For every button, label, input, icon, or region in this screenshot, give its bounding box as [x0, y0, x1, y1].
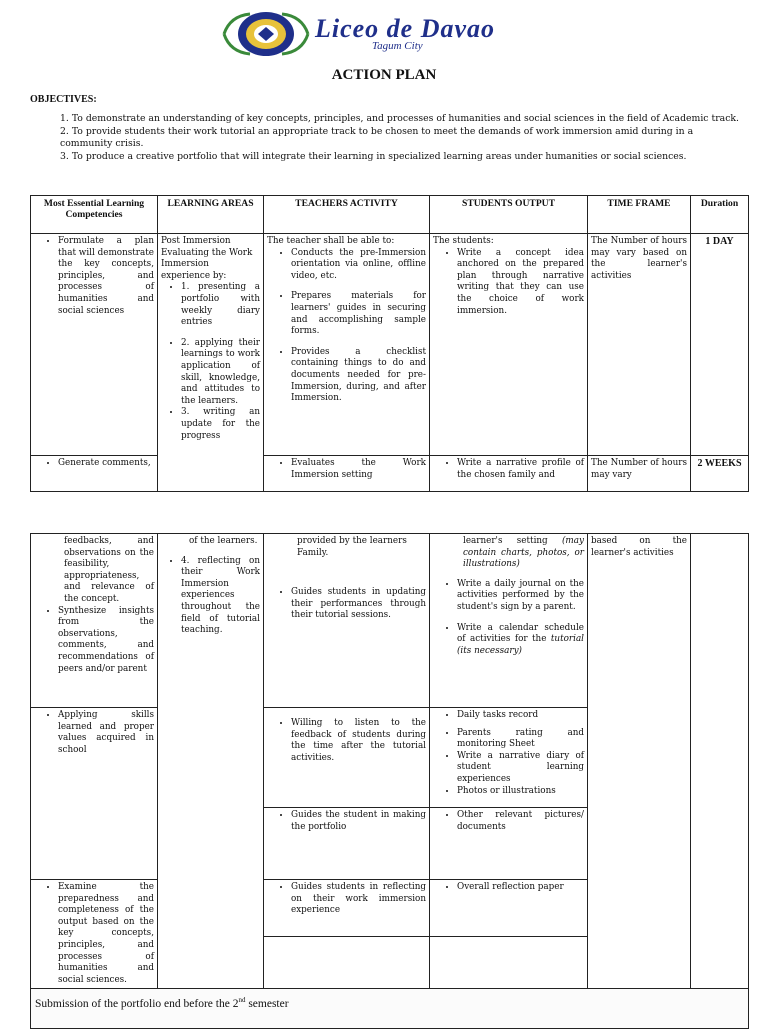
teacher-activity-cell	[264, 708, 430, 808]
school-name: Liceo de Davao	[315, 14, 496, 43]
header-competencies: Most Essential Learning Competencies	[31, 196, 158, 234]
list-item: • Conducts the pre-Immersion orientation via online, offline video, etc.	[291, 248, 426, 283]
list-item: • Guides the student in making the portfolio	[291, 810, 426, 833]
school-seal-icon	[220, 10, 312, 58]
list-item: • Write a narrative diary of student learning experiences	[457, 751, 584, 786]
objective-item: 2. To provide students their work tutorial an appropriate track to be chosen to meet the demands of work immersion amid during in a community crisis.	[60, 125, 694, 150]
calendar-text: Write a calendar schedule of activities for the	[457, 622, 584, 645]
submission-tail: semester	[245, 998, 289, 1011]
objectives-list	[60, 113, 740, 163]
header-time-frame: TIME FRAME	[588, 196, 691, 234]
learning-area-continued: of the learners.	[189, 536, 258, 546]
list-item: • Generate comments,	[58, 458, 154, 470]
list-item: • 2. applying their learnings to work application of skill, knowledge, and attitudes to the learners.	[181, 338, 260, 408]
action-plan-table-continued	[30, 533, 749, 1029]
header-duration: Duration	[691, 196, 749, 234]
objective-item: 1. To demonstrate an understanding of key concepts, principles, and processes of humanities and social sciences in the field of Academic track.	[60, 113, 739, 124]
list-item: • Write a narrative profile of the chosen family and	[457, 458, 584, 481]
competency-cell	[31, 534, 158, 708]
teacher-activity-cell	[264, 534, 430, 708]
time-frame-cell: The Number of hours may vary based on the learner's activities	[588, 234, 691, 456]
letterhead	[220, 10, 540, 58]
student-output-cell	[430, 708, 588, 808]
header-students-output: STUDENTS OUTPUT	[430, 196, 588, 234]
submission-sup: nd	[238, 996, 246, 1005]
teacher-activity-cell	[264, 234, 430, 456]
student-intro: The students:	[433, 236, 494, 246]
list-item: • Overall reflection paper	[457, 882, 584, 894]
list-item: • Willing to listen to the feedback of students during the time after the tutorial activities.	[291, 718, 426, 764]
time-frame-cell: based on the learner's activities	[588, 534, 691, 989]
list-item	[457, 623, 584, 658]
list-item: • Formulate a plan that will demonstrate the key concepts, principles, and processes of humanities and social sciences	[58, 236, 154, 317]
list-item: • Synthesize insights from the observations, comments, and recommendations of peers and/or parent	[58, 606, 154, 676]
calendar-note: tutorial (its necessary)	[457, 634, 584, 656]
list-item: • Applying skills learned and proper values acquired in school	[58, 710, 154, 756]
learning-area-intro: Post Immersion Evaluating the Work Immersion experience by:	[161, 236, 253, 281]
teacher-activity-cell	[264, 937, 430, 989]
list-item: • Photos or illustrations	[457, 786, 584, 798]
duration-cell: 1 DAY	[691, 234, 749, 456]
teacher-activity-cell	[264, 808, 430, 880]
table-header-row	[31, 196, 749, 234]
header-teachers-activity: TEACHERS ACTIVITY	[264, 196, 430, 234]
duration-cell: 2 WEEKS	[691, 456, 749, 492]
submission-note	[31, 989, 749, 1029]
duration-cell	[691, 534, 749, 989]
student-output-cell	[430, 937, 588, 989]
table-row	[31, 234, 749, 456]
student-output-cell	[430, 534, 588, 708]
time-frame-cell: The Number of hours may vary	[588, 456, 691, 492]
list-item: • Evaluates the Work Immersion setting	[291, 458, 426, 481]
objective-item: 3. To produce a creative portfolio that will integrate their learning in specialized learning areas under humanities or social sciences.	[60, 150, 687, 162]
competency-cell	[31, 234, 158, 456]
teacher-activity-cell	[264, 456, 430, 492]
student-output-cell	[430, 234, 588, 456]
student-setting-note: (may contain charts, photos, or illustrations)	[463, 536, 584, 570]
header-learning-areas: LEARNING AREAS	[158, 196, 264, 234]
list-item: • 1. presenting a portfolio with weekly diary entries	[181, 282, 260, 328]
list-item: • Write a daily journal on the activities performed by the student's sign by a parent.	[457, 579, 584, 614]
student-setting-text: learner's setting	[463, 536, 548, 546]
objectives-heading: OBJECTIVES:	[30, 94, 97, 105]
list-item: • Guides students in reflecting on their work immersion experience	[291, 882, 426, 917]
list-item: • Write a concept idea anchored on the prepared plan through narrative writing that they can use the choice of work immersion.	[457, 248, 584, 318]
table-row	[31, 534, 749, 708]
list-item: • Daily tasks record	[457, 710, 584, 722]
competency-cell	[31, 880, 158, 989]
list-item: • Other relevant pictures/ documents	[457, 810, 584, 833]
teacher-continued: provided by the learners Family.	[297, 536, 407, 558]
list-item: • Provides a checklist containing things to do and documents needed for pre-Immersion, during, and after Immersion.	[291, 347, 426, 405]
student-continued	[433, 536, 584, 571]
student-output-cell	[430, 880, 588, 937]
competency-cell	[31, 708, 158, 880]
competency-continued: feedbacks, and observations on the feasibility, appropriateness, and relevance of the concept.	[64, 536, 154, 604]
list-item: • 4. reflecting on their Work Immersion experiences throughout the field of tutorial teaching.	[181, 556, 260, 637]
table-row	[31, 456, 749, 492]
teacher-intro: The teacher shall be able to:	[267, 236, 395, 246]
list-item: • Prepares materials for learners' guides in securing and accomplishing sample forms.	[291, 291, 426, 337]
submission-text: Submission of the portfolio end before the 2	[35, 998, 239, 1011]
table-footer-row	[31, 989, 749, 1029]
school-location: Tagum City	[372, 40, 423, 52]
teacher-activity-cell	[264, 880, 430, 937]
page-title: ACTION PLAN	[331, 67, 437, 83]
list-item: • Guides students in updating their performances through their tutorial sessions.	[291, 587, 426, 622]
student-output-cell	[430, 808, 588, 880]
learning-area-cell	[158, 534, 264, 989]
student-output-cell	[430, 456, 588, 492]
list-item: • 3. writing an update for the progress	[181, 407, 260, 442]
action-plan-table	[30, 195, 749, 492]
learning-area-cell	[158, 234, 264, 492]
list-item: • Examine the preparedness and completeness of the output based on the key concepts, principles, and processes of humanities and social sciences.	[58, 882, 154, 986]
competency-cell	[31, 456, 158, 492]
list-item: • Parents rating and monitoring Sheet	[457, 728, 584, 751]
